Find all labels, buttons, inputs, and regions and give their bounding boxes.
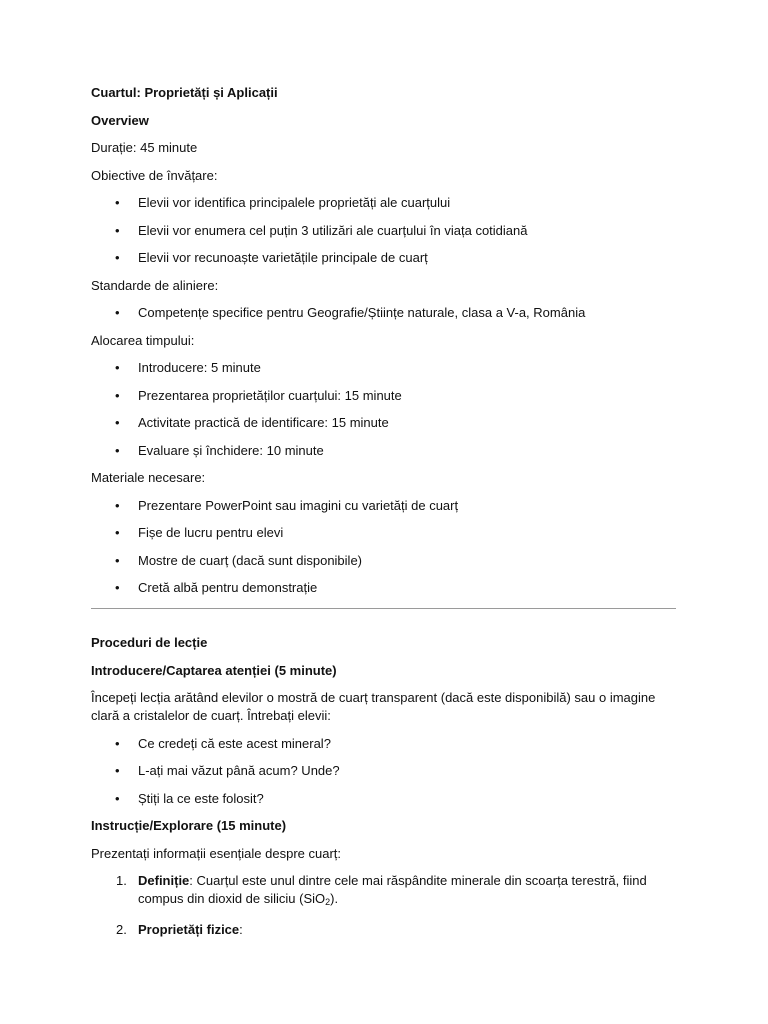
item-tail: ). [330,891,339,906]
item-subscript: 2 [325,897,331,907]
intro-paragraph: Începeți lecția arătând elevilor o mostră de cuarț transparent (dacă este disponibilă) sau o imagine clară a cristalelor de cuarț. Întrebați elevii: [91,690,656,723]
item-number: 2. [116,921,127,937]
time-allocation-list [91,359,681,460]
standards-label: Standarde de aliniere: [91,277,219,293]
questions-list [91,735,681,808]
list-item: • Fișe de lucru pentru elevi [91,524,681,542]
standards-list [91,304,681,322]
materials-label: Materiale necesare: [91,470,206,485]
list-item: • Activitate practică de identificare: 15 minute [91,414,681,432]
list-item: • Ce credeți că este acest mineral? [91,735,681,753]
objectives-list [91,194,681,267]
list-item: • Cretă albă pentru demonstrație [91,579,681,597]
duration-text: Durație: 45 minute [91,140,198,155]
list-item: • Introducere: 5 minute [91,359,681,377]
list-item: • Elevii vor recunoaște varietățile principale de cuarț [91,249,681,267]
list-item: • L-ați mai văzut până acum? Unde? [91,762,681,780]
list-item: • Elevii vor enumera cel puțin 3 utilizări ale cuarțului în viața cotidiană [91,222,681,240]
numbered-item [91,872,681,911]
list-item: • Prezentarea proprietăților cuarțului: 15 minute [91,387,681,405]
objectives-label: Obiective de învățare: [91,167,218,183]
numbered-item [91,921,681,939]
list-item: • Elevii vor identifica principalele proprietăți ale cuarțului [91,194,681,212]
time-allocation-label: Alocarea timpului: [91,332,195,348]
list-item: • Evaluare și închidere: 10 minute [91,442,681,460]
item-text: : Cuarțul este unul dintre cele mai răspândite minerale din scoarța terestră, fiind compus din dioxid de siliciu (SiO [138,873,647,906]
overview-heading: Overview [91,112,149,128]
document-page [91,84,681,948]
item-label: Proprietăți fizice [138,921,240,937]
procedures-heading: Proceduri de lecție [91,635,208,650]
numbered-list [91,872,681,939]
intro-heading: Introducere/Captarea atenției (5 minute) [91,662,337,678]
list-item: • Mostre de cuarț (dacă sunt disponibile) [91,552,681,570]
item-label: Definiție [138,873,190,888]
document-title: Cuartul: Proprietăți și Aplicații [91,85,278,100]
item-number: 1. [116,873,127,888]
section-divider [91,608,676,609]
list-item: • Știți la ce este folosit? [91,790,681,808]
item-text: : [239,921,243,937]
materials-list [91,497,681,598]
instruction-heading: Instrucție/Explorare (15 minute) [91,818,287,833]
list-item: • Prezentare PowerPoint sau imagini cu varietăți de cuarț [91,497,681,515]
instruction-paragraph: Prezentați informații esențiale despre cuarț: [91,845,342,861]
list-item: • Competențe specifice pentru Geografie/Științe naturale, clasa a V-a, România [91,304,681,322]
